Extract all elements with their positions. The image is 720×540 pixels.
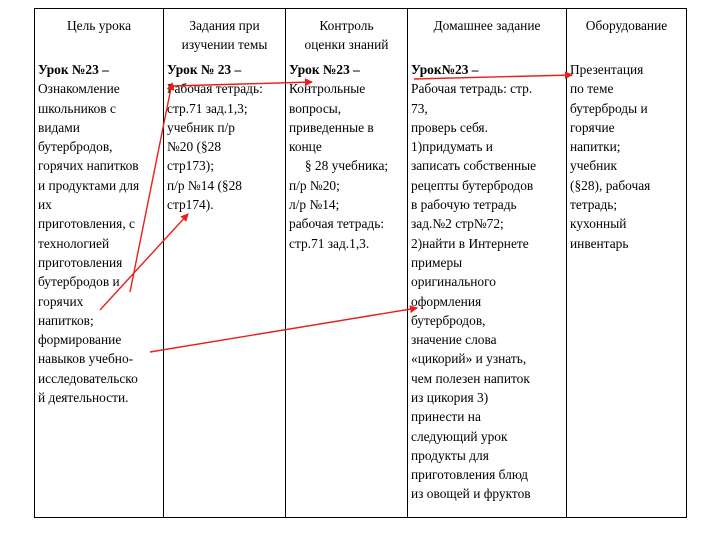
lesson-row — [35, 56, 687, 518]
control-text-2: § 28 учебника; — [304, 158, 389, 174]
goal-lesson-title: Урок №23 – — [38, 61, 109, 77]
tasks-cell — [164, 56, 286, 518]
header-tasks: Задания при изучении темы — [164, 9, 286, 56]
equipment-text: Презентация по теме бутерброды и горячие напитки; учебник (§28), рабочая тетрадь; кухонный инвентарь — [570, 61, 651, 251]
tasks-lesson-title: Урок № 23 – — [167, 61, 242, 77]
control-text-1: Контрольные вопросы, приведенные в конце — [289, 81, 374, 155]
control-cell — [286, 56, 408, 518]
tasks-text: Рабочая тетрадь: стр.71 зад.1,3; учебник п/р №20 (§28 стр173); п/р №14 (§28 стр174). — [167, 81, 263, 213]
control-lesson-title: Урок №23 – — [289, 61, 360, 77]
equipment-cell — [567, 56, 687, 518]
homework-cell — [408, 56, 567, 518]
goal-text: Ознакомление школьников с видами бутербродов, горячих напитков и продуктами для их приготовления, с технологией приготовления бутербродов и горячих напитков; формирование навыков учебно- исследовательско й деятельности. — [38, 81, 140, 405]
header-homework: Домашнее задание — [408, 9, 567, 56]
header-row — [35, 9, 687, 56]
homework-text: Рабочая тетрадь: стр. 73, проверь себя. 1)придумать и записать собственные рецепты бутербродов в рабочую тетрадь зад.№2 стр№72; 2)найти в Интернете примеры оригинального оформления бутербродов, значение слова «цикорий» и узнать, чем полезен напиток из цикория 3) принести на следующий урок продукты для приготовления блюд из овощей и фруктов — [411, 81, 537, 502]
header-goal: Цель урока — [35, 9, 164, 56]
control-text-3: п/р №20; л/р №14; рабочая тетрадь: стр.71 зад.1,3. — [289, 177, 385, 251]
goal-cell — [35, 56, 164, 518]
header-control: Контроль оценки знаний — [286, 9, 408, 56]
homework-lesson-title: Урок№23 – — [411, 61, 479, 77]
header-equipment: Оборудование — [567, 9, 687, 56]
lesson-plan-table — [34, 8, 687, 518]
